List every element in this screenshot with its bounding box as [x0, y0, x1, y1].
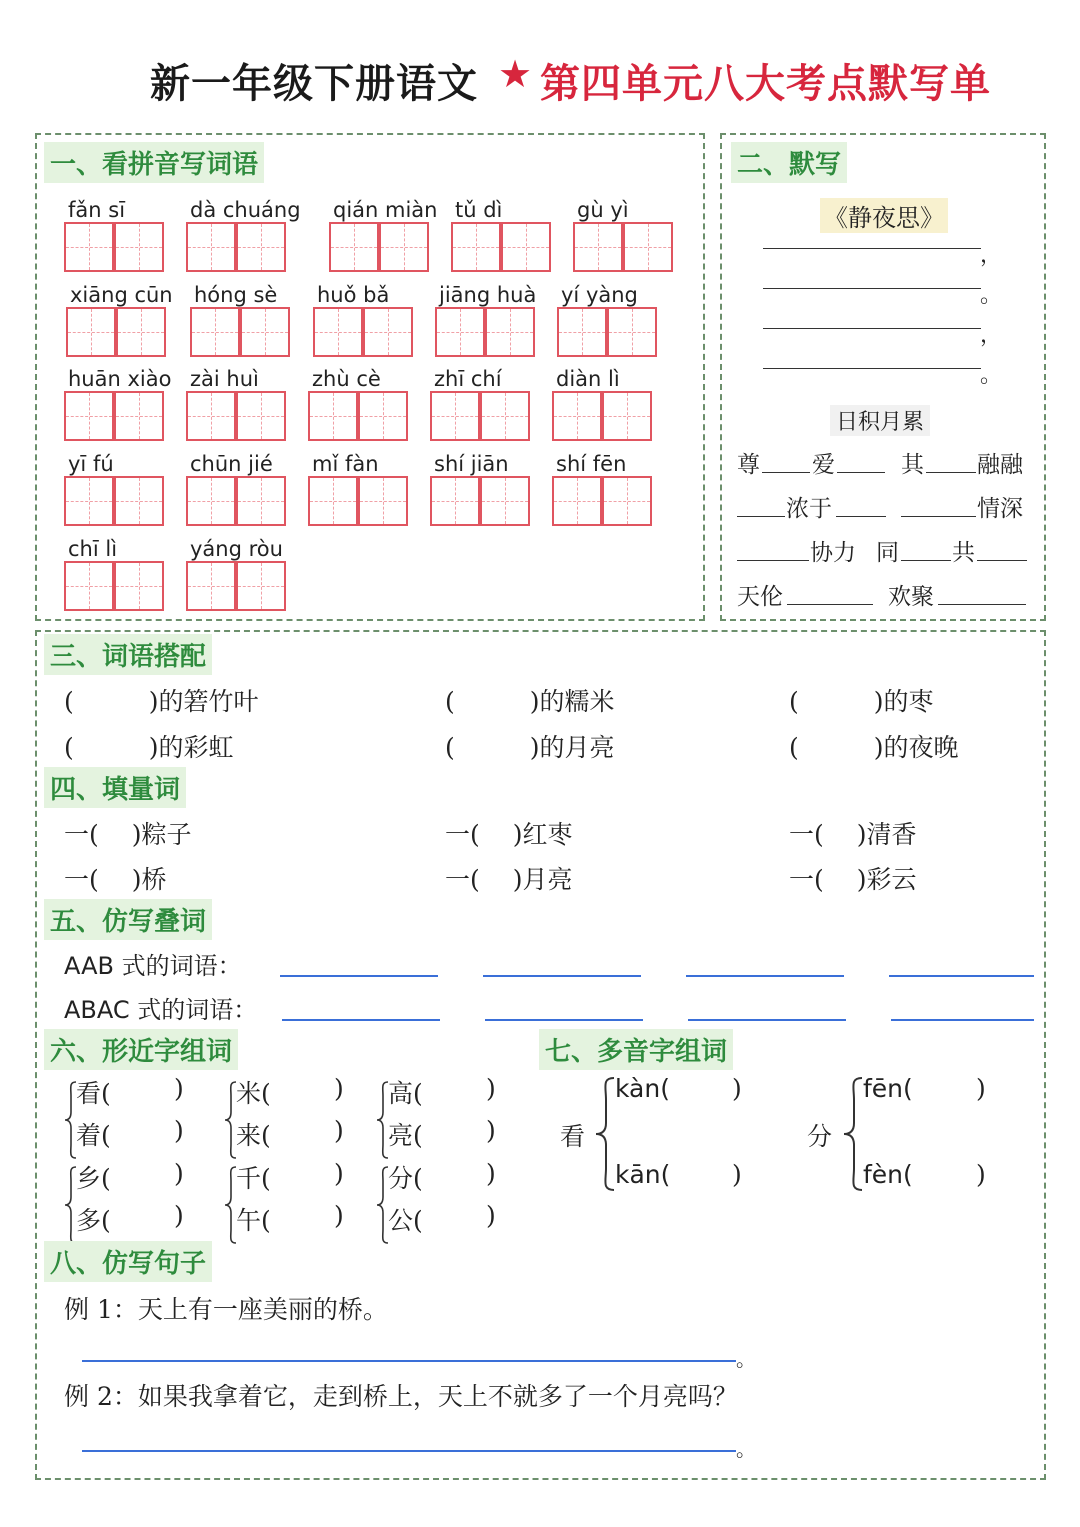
- writing-grid-box[interactable]: [236, 391, 286, 441]
- section-title-5: 五、仿写叠词: [44, 899, 212, 940]
- abac-label: ABAC 式的词语：: [64, 996, 258, 1024]
- polyphone-char-fen: 分: [807, 1122, 833, 1151]
- similar-char-item[interactable]: 千(: [236, 1164, 271, 1193]
- pinyin-label: qián miàn: [333, 198, 438, 222]
- similar-char-close: ): [334, 1074, 344, 1103]
- idiom-text: 爱: [812, 452, 835, 478]
- idiom-text: 共: [952, 540, 975, 566]
- aab-blank[interactable]: [483, 975, 641, 977]
- writing-grid-box[interactable]: [480, 476, 530, 526]
- sentence-end-2: 。: [736, 1437, 756, 1461]
- writing-grid-box[interactable]: [358, 391, 408, 441]
- idiom-text: 其: [901, 452, 924, 478]
- section-title-1: 一、看拼音写词语: [44, 142, 264, 183]
- writing-grid-box[interactable]: [114, 391, 164, 441]
- pinyin-label: hóng sè: [194, 283, 278, 307]
- writing-grid-box[interactable]: [116, 307, 166, 357]
- writing-grid-box[interactable]: [607, 307, 657, 357]
- similar-char-close: ): [174, 1116, 184, 1145]
- idiom-text: 协力: [810, 540, 856, 566]
- measure-word-item[interactable]: 一( )粽子: [64, 820, 192, 849]
- writing-grid-box[interactable]: [64, 476, 114, 526]
- pinyin-label: fǎn sī: [68, 198, 126, 222]
- measure-word-item[interactable]: 一( )月亮: [445, 865, 573, 894]
- writing-grid-box[interactable]: [186, 476, 236, 526]
- measure-word-item[interactable]: 一( )红枣: [445, 820, 573, 849]
- idiom-blank[interactable]: [901, 516, 976, 517]
- writing-grid-box[interactable]: [329, 222, 379, 272]
- section-title-6: 六、形近字组词: [44, 1029, 238, 1070]
- idiom-blank[interactable]: [787, 604, 873, 605]
- poem-line-2[interactable]: [763, 288, 981, 289]
- writing-grid-box[interactable]: [430, 391, 480, 441]
- sentence-blank-2[interactable]: [82, 1450, 736, 1452]
- polyphone-char-kan: 看: [560, 1122, 586, 1151]
- writing-grid-box[interactable]: [114, 476, 164, 526]
- similar-char-close: ): [334, 1201, 344, 1230]
- pinyin-label: zài huì: [190, 367, 259, 391]
- writing-grid-box[interactable]: [308, 391, 358, 441]
- pinyin-label: tǔ dì: [455, 198, 503, 222]
- writing-grid-box[interactable]: [236, 561, 286, 611]
- page-title-sub: 第四单元八大考点默写单: [540, 60, 991, 107]
- aab-blank[interactable]: [686, 975, 844, 977]
- idiom-blank[interactable]: [977, 560, 1027, 561]
- section-title-4: 四、填量词: [44, 767, 186, 808]
- writing-grid-box[interactable]: [66, 307, 116, 357]
- polyphone-fen-1[interactable]: fēn(: [863, 1074, 913, 1103]
- poem-line-3[interactable]: [763, 328, 981, 329]
- idiom-blank[interactable]: [837, 472, 885, 473]
- pinyin-label: mǐ fàn: [312, 452, 379, 476]
- idiom-text: 欢聚: [888, 584, 934, 610]
- writing-grid-box[interactable]: [114, 222, 164, 272]
- idiom-blank[interactable]: [737, 516, 785, 517]
- example-sentence-2: 例 2：如果我拿着它，走到桥上，天上不就多了一个月亮吗？: [64, 1382, 738, 1411]
- poem-title: 《静夜思》: [820, 198, 948, 233]
- poem-line-1[interactable]: [763, 248, 981, 249]
- similar-char-close: ): [174, 1074, 184, 1103]
- collocation-item[interactable]: ( )的彩虹: [64, 733, 234, 762]
- idiom-blank[interactable]: [762, 472, 810, 473]
- writing-grid-box[interactable]: [501, 222, 551, 272]
- polyphone-kan-1[interactable]: kàn(: [615, 1074, 670, 1103]
- sentence-blank-1[interactable]: [82, 1360, 736, 1362]
- pinyin-label: zhù cè: [312, 367, 381, 391]
- idiom-text: 天伦: [737, 584, 783, 610]
- pinyin-label: shí fēn: [556, 452, 627, 476]
- writing-grid-box[interactable]: [186, 561, 236, 611]
- writing-grid-box[interactable]: [602, 391, 652, 441]
- writing-grid-box[interactable]: [236, 476, 286, 526]
- similar-char-item[interactable]: 亮(: [388, 1121, 423, 1150]
- writing-grid-box[interactable]: [435, 307, 485, 357]
- writing-grid-box[interactable]: [430, 476, 480, 526]
- similar-char-item[interactable]: 米(: [236, 1079, 271, 1108]
- abac-blank[interactable]: [688, 1019, 846, 1021]
- writing-grid-box[interactable]: [313, 307, 363, 357]
- similar-char-close: ): [174, 1201, 184, 1230]
- writing-grid-box[interactable]: [64, 561, 114, 611]
- star-icon: ★: [498, 52, 533, 96]
- idiom-blank[interactable]: [836, 516, 886, 517]
- aab-blank[interactable]: [889, 975, 1034, 977]
- abac-blank[interactable]: [891, 1019, 1034, 1021]
- idiom-text: 尊: [737, 452, 760, 478]
- idiom-blank[interactable]: [926, 472, 976, 473]
- writing-grid-box[interactable]: [451, 222, 501, 272]
- writing-grid-box[interactable]: [64, 391, 114, 441]
- section-title-3: 三、词语搭配: [44, 634, 212, 675]
- abac-blank[interactable]: [282, 1019, 440, 1021]
- idiom-text: 浓于: [786, 496, 832, 522]
- similar-char-close: ): [486, 1074, 496, 1103]
- pinyin-label: zhī chí: [434, 367, 502, 391]
- poem-punct-2: 。: [980, 283, 1003, 308]
- measure-word-item[interactable]: 一( )彩云: [789, 865, 917, 894]
- pinyin-label: xiāng cūn: [70, 283, 173, 307]
- idiom-text: 同: [876, 540, 899, 566]
- writing-grid-box[interactable]: [552, 476, 602, 526]
- pinyin-label: chūn jié: [190, 452, 273, 476]
- sentence-end-1: 。: [736, 1347, 756, 1371]
- similar-char-item[interactable]: 高(: [388, 1079, 423, 1108]
- similar-char-item[interactable]: 来(: [236, 1121, 271, 1150]
- writing-grid-box[interactable]: [186, 391, 236, 441]
- similar-char-close: ): [486, 1201, 496, 1230]
- writing-grid-box[interactable]: [602, 476, 652, 526]
- idiom-blank[interactable]: [901, 560, 951, 561]
- similar-char-item[interactable]: 乡(: [76, 1164, 111, 1193]
- page-title-main: 新一年级下册语文: [150, 60, 478, 107]
- similar-char-item[interactable]: 多(: [76, 1206, 111, 1235]
- polyphone-close: ): [732, 1160, 742, 1189]
- idiom-title: 日积月累: [830, 405, 930, 436]
- polyphone-kan-2[interactable]: kān(: [615, 1160, 671, 1189]
- pinyin-label: yáng ròu: [190, 537, 283, 561]
- similar-char-item[interactable]: 午(: [236, 1206, 271, 1235]
- similar-char-item[interactable]: 着(: [76, 1121, 111, 1150]
- aab-label: AAB 式的词语：: [64, 952, 242, 980]
- writing-grid-box[interactable]: [363, 307, 413, 357]
- pinyin-label: huān xiào: [68, 367, 172, 391]
- writing-grid-box[interactable]: [557, 307, 607, 357]
- pinyin-label: jiāng huà: [439, 283, 537, 307]
- writing-grid-box[interactable]: [552, 391, 602, 441]
- similar-char-close: ): [174, 1159, 184, 1188]
- similar-char-close: ): [486, 1116, 496, 1145]
- section-title-2: 二、默写: [731, 142, 847, 183]
- writing-grid-box[interactable]: [236, 222, 286, 272]
- similar-char-item[interactable]: 分(: [388, 1164, 423, 1193]
- pinyin-label: shí jiān: [434, 452, 509, 476]
- section-title-8: 八、仿写句子: [44, 1241, 212, 1282]
- collocation-item[interactable]: ( )的箬竹叶: [64, 687, 259, 716]
- similar-char-item[interactable]: 公(: [388, 1206, 423, 1235]
- pinyin-label: yí yàng: [561, 283, 638, 307]
- writing-grid-box[interactable]: [480, 391, 530, 441]
- polyphone-fen-2[interactable]: fèn(: [863, 1160, 913, 1189]
- collocation-item[interactable]: ( )的枣: [789, 687, 934, 716]
- idiom-blank[interactable]: [737, 560, 809, 561]
- poem-punct-1: ，: [980, 243, 1003, 268]
- example-sentence-1: 例 1：天上有一座美丽的桥。: [64, 1295, 388, 1324]
- idiom-text: 融融: [977, 452, 1023, 478]
- idiom-blank[interactable]: [938, 604, 1026, 605]
- poem-punct-4: 。: [980, 363, 1003, 388]
- writing-grid-box[interactable]: [623, 222, 673, 272]
- writing-grid-box[interactable]: [64, 222, 114, 272]
- pinyin-label: diàn lì: [556, 367, 620, 391]
- writing-grid-box[interactable]: [485, 307, 535, 357]
- abac-blank[interactable]: [485, 1019, 643, 1021]
- similar-char-close: ): [334, 1116, 344, 1145]
- poem-punct-3: ，: [980, 323, 1003, 348]
- pinyin-label: dà chuáng: [190, 198, 301, 222]
- writing-grid-box[interactable]: [358, 476, 408, 526]
- polyphone-close: ): [732, 1074, 742, 1103]
- writing-grid-box[interactable]: [190, 307, 240, 357]
- writing-grid-box[interactable]: [573, 222, 623, 272]
- pinyin-label: huǒ bǎ: [317, 283, 390, 307]
- similar-char-close: ): [486, 1159, 496, 1188]
- polyphone-close: ): [976, 1074, 986, 1103]
- measure-word-item[interactable]: 一( )清香: [789, 820, 917, 849]
- writing-grid-box[interactable]: [240, 307, 290, 357]
- writing-grid-box[interactable]: [114, 561, 164, 611]
- collocation-item[interactable]: ( )的糯米: [445, 687, 615, 716]
- section-title-7: 七、多音字组词: [539, 1029, 733, 1070]
- similar-char-close: ): [334, 1159, 344, 1188]
- writing-grid-box[interactable]: [308, 476, 358, 526]
- pinyin-label: gù yì: [577, 198, 629, 222]
- idiom-text: 情深: [977, 496, 1023, 522]
- measure-word-item[interactable]: 一( )桥: [64, 865, 167, 894]
- poem-line-4[interactable]: [763, 368, 981, 369]
- polyphone-close: ): [976, 1160, 986, 1189]
- collocation-item[interactable]: ( )的月亮: [445, 733, 615, 762]
- similar-char-item[interactable]: 看(: [76, 1079, 111, 1108]
- writing-grid-box[interactable]: [379, 222, 429, 272]
- pinyin-label: yī fú: [68, 452, 114, 476]
- writing-grid-box[interactable]: [186, 222, 236, 272]
- collocation-item[interactable]: ( )的夜晚: [789, 733, 959, 762]
- pinyin-label: chī lì: [68, 537, 118, 561]
- aab-blank[interactable]: [280, 975, 438, 977]
